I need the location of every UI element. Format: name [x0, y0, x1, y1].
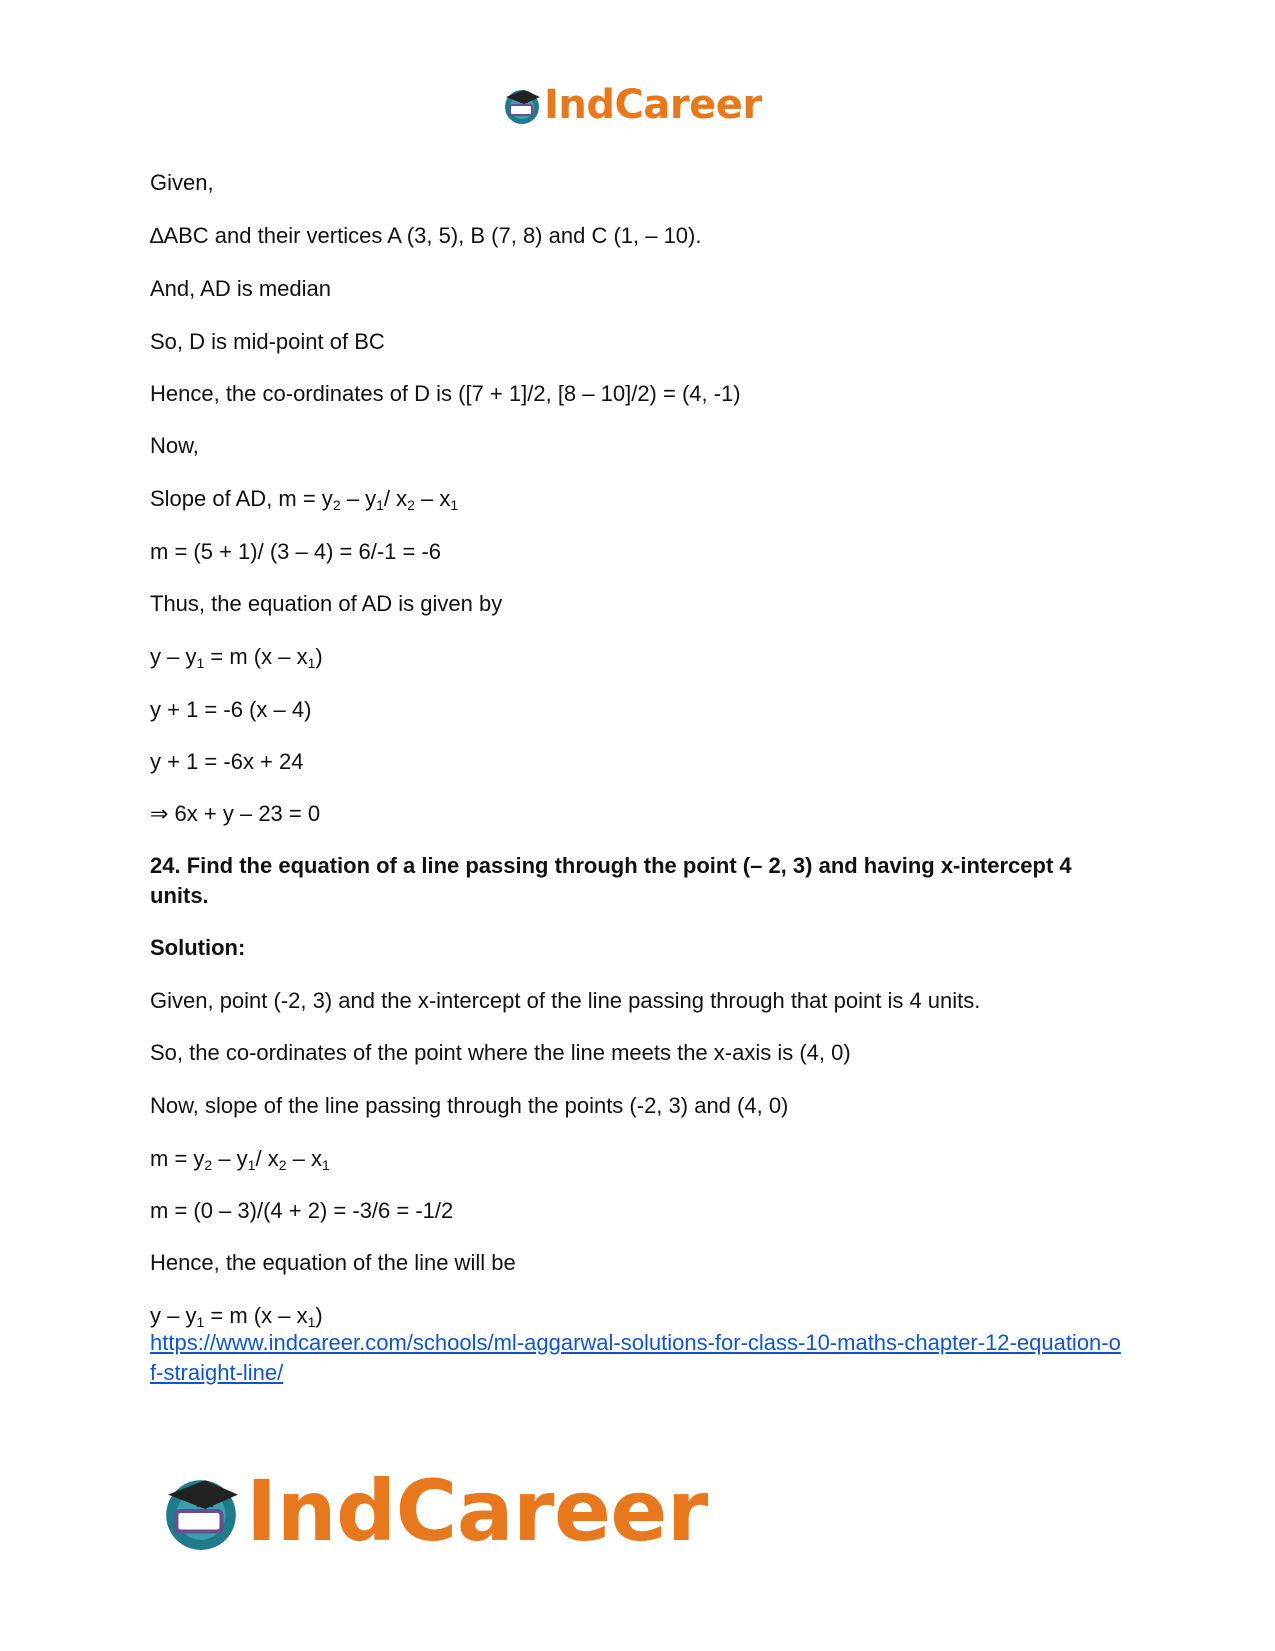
text-line: Given, point (-2, 3) and the x-intercept of the line passing through that point is 4 units. — [150, 988, 981, 1013]
text-line: Now, — [150, 433, 199, 458]
text-line: Now, slope of the line passing through the points (-2, 3) and (4, 0) — [150, 1093, 789, 1118]
subscript: 1 — [196, 1314, 205, 1330]
text-part: Slope of AD, m = y — [150, 486, 333, 511]
text-part: = m (x – x — [204, 1303, 308, 1328]
text-line: ∆ABC and their vertices A (3, 5), B (7, 8) and C (1, – 10). — [150, 223, 702, 248]
text-part: – y — [340, 486, 377, 511]
text-part: = m (x – x — [204, 644, 308, 669]
text-part: ) — [315, 1303, 323, 1328]
text-part: – x — [414, 486, 451, 511]
subscript: 1 — [376, 497, 384, 513]
subscript: 1 — [247, 1157, 256, 1173]
subscript: 2 — [278, 1157, 287, 1173]
subscript: 2 — [332, 497, 341, 513]
text-line: m = (5 + 1)/ (3 – 4) = 6/-1 = -6 — [150, 539, 442, 564]
text-line: Given, — [150, 170, 214, 195]
subscript: 2 — [407, 497, 415, 513]
solution-heading: Solution: — [150, 935, 246, 960]
question-heading: 24. Find the equation of a line passing through the point (– 2, 3) and having x-intercept 4 units. — [150, 853, 1072, 908]
text-line: y + 1 = -6x + 24 — [150, 749, 304, 774]
point-slope-line — [150, 1303, 323, 1329]
graduation-cap-globe-icon — [160, 1470, 242, 1552]
footer-source-link[interactable]: https://www.indcareer.com/schools/ml-aggarwal-solutions-for-class-10-maths-chapter-12-equation-of-straight-line/ — [150, 1330, 1121, 1385]
text-part: / x — [255, 1146, 279, 1171]
text-part: / x — [383, 486, 408, 511]
footer-logo — [160, 1462, 708, 1560]
text-line: Hence, the equation of the line will be — [150, 1250, 516, 1275]
slope-formula-line — [150, 1146, 330, 1172]
text-line: Thus, the equation of AD is given by — [150, 591, 503, 616]
text-line: So, D is mid-point of BC — [150, 329, 385, 354]
text-line: So, the co-ordinates of the point where the line meets the x-axis is (4, 0) — [150, 1040, 851, 1065]
subscript: 1 — [196, 655, 205, 671]
subscript: 2 — [204, 1157, 213, 1173]
header-logo — [502, 82, 762, 128]
text-part: y – y — [150, 644, 197, 669]
text-part: y – y — [150, 1303, 197, 1328]
text-part: m = y — [150, 1146, 205, 1171]
subscript: 1 — [307, 1314, 316, 1330]
subscript: 1 — [307, 655, 316, 671]
subscript: 1 — [321, 1157, 330, 1173]
text-line: m = (0 – 3)/(4 + 2) = -3/6 = -1/2 — [150, 1198, 454, 1223]
text-part: – y — [212, 1146, 248, 1171]
text-line: ⇒ 6x + y – 23 = 0 — [150, 801, 321, 826]
text-line: y + 1 = -6 (x – 4) — [150, 697, 312, 722]
text-line: Hence, the co-ordinates of D is ([7 + 1]/2, [8 – 10]/2) = (4, -1) — [150, 381, 741, 406]
text-part: ) — [315, 644, 323, 669]
text-line: And, AD is median — [150, 276, 331, 301]
brand-name: IndCareer — [246, 1462, 708, 1560]
slope-formula-line — [150, 486, 458, 512]
text-part: – x — [286, 1146, 322, 1171]
subscript: 1 — [450, 497, 459, 513]
point-slope-line — [150, 644, 323, 670]
brand-name: IndCareer — [544, 82, 762, 128]
graduation-cap-globe-icon — [502, 85, 542, 125]
